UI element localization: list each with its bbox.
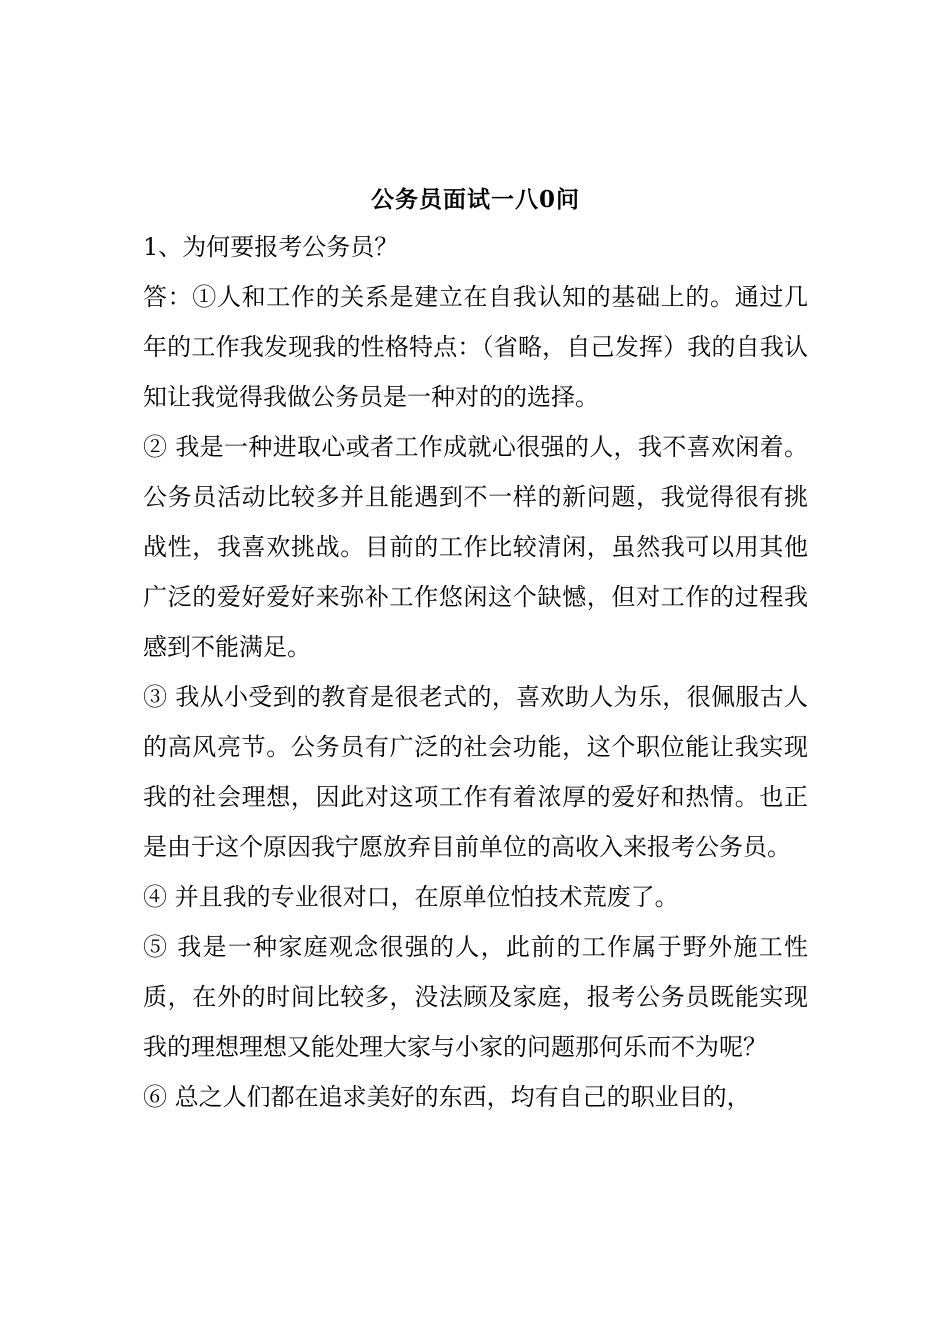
answer-paragraph-3: ③ 我从小受到的教育是很老式的，喜欢助人为乐，很佩服古人的高风亮节。公务员有广泛的社会功能，这个职位能让我实现我的社会理想，因此对这项工作有着浓厚的爱好和热情。也正是由于这个原因我宁愿放弃目前单位的高收入来报考公务员。 (143, 683, 808, 861)
question-heading: 1、为何要报考公务员？ (143, 233, 399, 261)
answer-paragraph-6: ⑥ 总之人们都在追求美好的东西，均有自己的职业目的， (143, 1083, 751, 1111)
answer-paragraph-5: ⑤ 我是一种家庭观念很强的人，此前的工作属于野外施工性质，在外的时间比较多，没法顾及家庭，报考公务员既能实现我的理想理想又能处理大家与小家的问题那何乐而不为呢？ (143, 933, 808, 1061)
document-title: 公务员面试一八0问 (370, 186, 580, 213)
document-body (143, 178, 808, 1122)
answer-paragraph-4: ④ 并且我的专业很对口，在原单位怕技术荒废了。 (143, 883, 679, 911)
answer-paragraph-2: ② 我是一种进取心或者工作成就心很强的人，我不喜欢闲着。公务员活动比较多并且能遇到不一样的新问题，我觉得很有挑战性，我喜欢挑战。目前的工作比较清闲，虽然我可以用其他广泛的爱好爱好来弥补工作悠闲这个缺憾，但对工作的过程我感到不能满足。 (143, 433, 808, 661)
answer-paragraph-1: 答：①人和工作的关系是建立在自我认知的基础上的。通过几年的工作我发现我的性格特点：（省略，自己发挥）我的自我认知让我觉得我做公务员是一种对的的选择。 (143, 283, 808, 411)
